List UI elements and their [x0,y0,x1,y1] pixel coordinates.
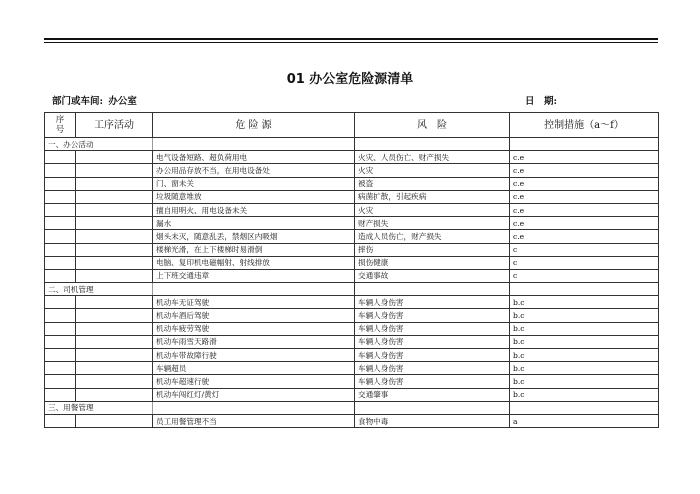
section-title: 三、用餐管理 [45,401,153,414]
table-row [45,269,659,282]
no-cell [45,217,76,230]
empty-cell [510,283,659,296]
hazard-cell: 机动车带故障行驶 [153,349,355,362]
hazard-cell: 电气设备短路、超负荷用电 [153,151,355,164]
control-cell: c.e [510,230,659,243]
empty-cell [510,138,659,151]
table-row [45,164,659,177]
risk-cell: 摔伤 [355,243,510,256]
risk-cell: 车辆人身伤害 [355,375,510,388]
control-cell: c.e [510,203,659,216]
risk-cell: 造成人员伤亡，财产损失 [355,230,510,243]
dept-field [52,93,137,107]
no-cell [45,375,76,388]
hazard-table [44,112,659,428]
col-header-hazard: 危 险 源 [153,113,355,138]
section-row [45,401,659,414]
risk-cell: 财产损失 [355,217,510,230]
table-row [45,362,659,375]
activity-cell [76,256,153,269]
table-row [45,414,659,427]
activity-cell [76,203,153,216]
control-cell: b.c [510,375,659,388]
table-row [45,335,659,348]
col-header-control: 控制措施（a～f） [510,113,659,138]
hazard-cell: 擅自用明火、用电设备未关 [153,203,355,216]
control-cell: c.e [510,177,659,190]
risk-cell: 被盗 [355,177,510,190]
hazard-cell: 上下班交通违章 [153,269,355,282]
table-row [45,296,659,309]
activity-cell [76,388,153,401]
control-cell: c.e [510,164,659,177]
no-cell [45,177,76,190]
hazard-cell: 员工用餐管理不当 [153,414,355,427]
hazard-cell: 机动车疲劳驾驶 [153,322,355,335]
control-cell: c.e [510,190,659,203]
control-cell: b.c [510,349,659,362]
risk-cell: 车辆人身伤害 [355,362,510,375]
activity-cell [76,269,153,282]
activity-cell [76,414,153,427]
no-cell [45,243,76,256]
table-row [45,177,659,190]
section-title: 二、司机管理 [45,283,153,296]
table-row [45,203,659,216]
no-cell [45,256,76,269]
table-row [45,190,659,203]
dept-label: 部门或车间: [52,96,104,107]
table-row [45,243,659,256]
control-cell: a [510,414,659,427]
control-cell: c [510,269,659,282]
hazard-cell: 机动车无证驾驶 [153,296,355,309]
activity-cell [76,362,153,375]
no-cell [45,190,76,203]
activity-cell [76,164,153,177]
activity-cell [76,322,153,335]
activity-cell [76,335,153,348]
risk-cell: 病菌扩散，引起疾病 [355,190,510,203]
date-field [525,93,557,107]
control-cell: b.c [510,335,659,348]
header-row [45,113,659,138]
risk-cell: 交通肇事 [355,388,510,401]
no-cell [45,151,76,164]
activity-cell [76,309,153,322]
activity-cell [76,375,153,388]
hazard-cell: 机动车雨雪天路滑 [153,335,355,348]
control-cell: b.c [510,309,659,322]
control-cell: b.c [510,362,659,375]
table-row [45,349,659,362]
col-header-risk: 风 险 [355,113,510,138]
col-header-activity: 工序活动 [76,113,153,138]
risk-cell: 交通事故 [355,269,510,282]
risk-cell: 车辆人身伤害 [355,322,510,335]
risk-cell: 车辆人身伤害 [355,296,510,309]
control-cell: c.e [510,217,659,230]
activity-cell [76,296,153,309]
control-cell: b.c [510,296,659,309]
control-cell: c [510,243,659,256]
risk-cell: 损伤健康 [355,256,510,269]
empty-cell [355,283,510,296]
col-header-no: 序 号 [45,113,76,138]
table-row [45,309,659,322]
activity-cell [76,230,153,243]
risk-cell: 车辆人身伤害 [355,335,510,348]
table-body [45,138,659,428]
hazard-cell: 机动车闯红灯/黄灯 [153,388,355,401]
activity-cell [76,151,153,164]
empty-cell [355,401,510,414]
no-cell [45,309,76,322]
no-cell [45,349,76,362]
no-cell [45,203,76,216]
section-title: 一、办公活动 [45,138,153,151]
table-row [45,388,659,401]
empty-cell [153,138,355,151]
empty-cell [510,401,659,414]
activity-cell [76,177,153,190]
page-title: 01 办公室危险源清单 [286,72,414,87]
risk-cell: 火灾、人员伤亡、财产损失 [355,151,510,164]
no-cell [45,296,76,309]
hazard-cell: 办公用品存放不当，在用电设备处 [153,164,355,177]
table-row [45,151,659,164]
hazard-cell: 机动车酒后驾驶 [153,309,355,322]
activity-cell [76,243,153,256]
no-cell [45,335,76,348]
table-row [45,256,659,269]
top-rule-thin [44,42,658,43]
risk-cell: 车辆人身伤害 [355,349,510,362]
risk-cell: 火灾 [355,164,510,177]
no-cell [45,322,76,335]
no-cell [45,230,76,243]
section-row [45,138,659,151]
empty-cell [355,138,510,151]
control-cell: b.c [510,322,659,335]
hazard-cell: 漏水 [153,217,355,230]
hazard-cell: 垃圾随意堆放 [153,190,355,203]
activity-cell [76,190,153,203]
hazard-cell: 门、窗未关 [153,177,355,190]
empty-cell [153,283,355,296]
control-cell: c.e [510,151,659,164]
no-cell [45,164,76,177]
hazard-cell: 机动车超速行驶 [153,375,355,388]
hazard-cell: 烟头未灭，随意乱丢，禁烟区内吸烟 [153,230,355,243]
activity-cell [76,349,153,362]
risk-cell: 车辆人身伤害 [355,309,510,322]
control-cell: b.c [510,388,659,401]
table-row [45,375,659,388]
hazard-cell: 楼梯光滑，在上下楼梯时易滑倒 [153,243,355,256]
table-row [45,230,659,243]
empty-cell [153,401,355,414]
top-rule-thick [44,38,658,40]
activity-cell [76,217,153,230]
table-row [45,217,659,230]
table-row [45,322,659,335]
no-cell [45,362,76,375]
hazard-cell: 车辆超员 [153,362,355,375]
no-cell [45,414,76,427]
hazard-cell: 电脑、复印机电磁幅射、射线排放 [153,256,355,269]
dept-value: 办公室 [108,96,137,107]
no-cell [45,269,76,282]
section-row [45,283,659,296]
control-cell: c [510,256,659,269]
no-cell [45,388,76,401]
date-label: 日 期: [525,96,558,107]
risk-cell: 食物中毒 [355,414,510,427]
risk-cell: 火灾 [355,203,510,216]
